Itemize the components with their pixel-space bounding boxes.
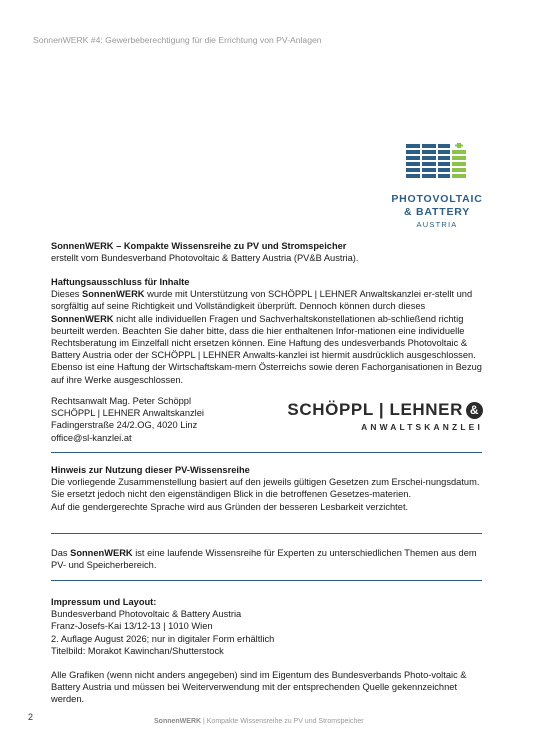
imprint-heading: Impressum und Layout:	[51, 597, 157, 607]
lawyer-address: Fadingerstraße 24/2.OG, 4020 Linz	[51, 420, 198, 431]
logo-firm-name: SCHÖPPL | LEHNER	[287, 400, 463, 419]
notice-heading: Hinweis zur Nutzung dieser PV-Wissensreihe	[51, 465, 250, 475]
intro-title: SonnenWERK – Kompakte Wissensreihe zu PV und Stromspeicher	[51, 241, 347, 251]
disclaimer-text: Dieses SonnenWERK wurde mit Unterstützung von SCHÖPPL | LEHNER Anwaltskanzlei er-stellt und sorgfältig auf seine Richtigkeit und Vollständigkeit überprüft. Dennoch können durch dieses SonnenWERK nicht alle individuellen Fragen und Sachverhaltskonstellationen ab-schließend richtig beurteilt werden. Beachten Sie daher bitte, dass die hier enthaltenen Infor-mationen eine individuelle Rechtsberatung im Einzelfall nicht ersetzen können. Eine Haftung des undesverbands Photovoltaic & Battery Austria oder der SCHÖPPL | LEHNER Anwalts-kanzlei ist hiermit ausdrücklich ausgeschlossen. Ebenso ist eine Haftung der Wirtschaftskam-mern Österreichs sowie deren Fachorganisationen in Bezug auf ihre Werke ausgeschlossen.	[51, 289, 482, 385]
notice-block	[51, 464, 482, 513]
series-block	[51, 547, 482, 571]
battery-panel-icon	[406, 143, 468, 183]
imprint-address: Franz-Josefs-Kai 13/12-13 | 1010 Wien	[51, 621, 213, 632]
schoeppl-lehner-logo	[277, 400, 483, 432]
imprint-block	[51, 596, 482, 706]
series-text: Das SonnenWERK ist eine laufende Wissensreihe für Experten zu unterschiedlichen Themen aus dem PV- und Speicherbereich.	[51, 548, 477, 571]
running-header: SonnenWERK #4: Gewerbeberechtigung für die Errichtung von PV-Anlagen	[33, 35, 322, 45]
intro-block	[51, 240, 482, 264]
intro-subtitle: erstellt vom Bundesverband Photovoltaic & Battery Austria (PV&B Austria).	[51, 253, 359, 264]
logo-line-photovoltaic: PHOTOVOLTAIC	[391, 193, 483, 205]
ampersand-icon: &	[466, 402, 483, 419]
lawyer-contact	[51, 395, 204, 444]
divider	[51, 580, 482, 581]
notice-gender-note: Auf die gendergerechte Sprache wird aus Gründen der besseren Lesbarkeit verzichtet.	[51, 501, 409, 512]
notice-text: Die vorliegende Zusammenstellung basiert auf den jeweils gültigen Gesetzen zum Erschei-nungsdatum. Sie ersetzt jedoch nicht den eigenständigen Blick in die betroffenen Gesetzes-materien.	[51, 477, 480, 500]
logo-firm-sub: ANWALTSKANZLEI	[361, 422, 483, 432]
lawyer-email[interactable]: office@sl-kanzlei.at	[51, 432, 132, 443]
disclaimer-block	[51, 276, 482, 386]
logo-line-austria: AUSTRIA	[416, 220, 458, 229]
imprint-org: Bundesverband Photovoltaic & Battery Austria	[51, 609, 242, 620]
lawyer-name: Rechtsanwalt Mag. Peter Schöppl	[51, 396, 192, 406]
footer: SonnenWERK | Kompakte Wissensreihe zu PV und Stromspeicher	[154, 718, 364, 725]
imprint-edition: 2. Auflage August 2026; nur in digitaler Form erhältlich	[51, 633, 275, 644]
imprint-photo-credit: Titelbild: Morakot Kawinchan/Shutterstock	[51, 645, 224, 656]
pv-battery-austria-logo	[387, 143, 487, 230]
disclaimer-heading: Haftungsausschluss für Inhalte	[51, 277, 190, 287]
imprint-copyright: Alle Grafiken (wenn nicht anders angegeben) sind im Eigentum des Bundesverbands Photo-voltaic & Battery Austria und müssen bei Weiterverwendung mit der entsprechenden Quelle gekennzeichnet werden.	[51, 670, 467, 705]
logo-line-battery: & BATTERY	[403, 206, 471, 218]
lawyer-firm: SCHÖPPL | LEHNER Anwaltskanzlei	[51, 408, 204, 419]
page-number: 2	[28, 712, 34, 722]
divider	[51, 452, 482, 453]
divider	[51, 533, 482, 534]
